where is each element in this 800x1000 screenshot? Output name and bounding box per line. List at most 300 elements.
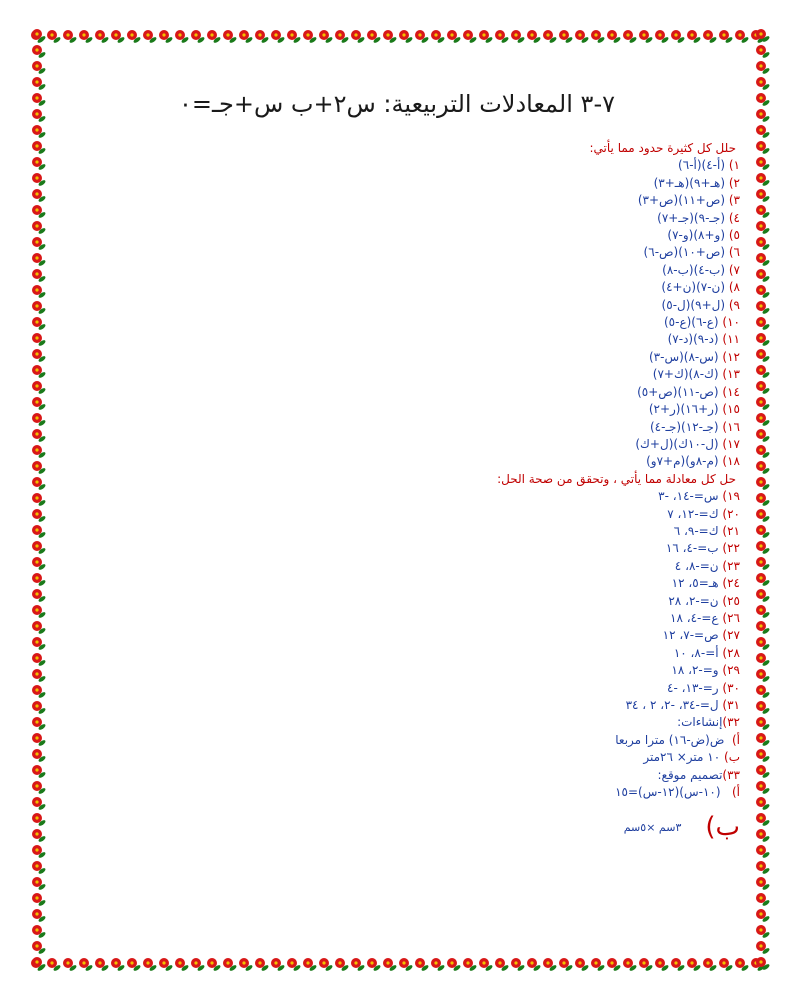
flower-icon [32, 845, 46, 859]
flower-icon [32, 637, 46, 651]
flower-icon [756, 77, 770, 91]
flower-icon [431, 30, 445, 44]
flower-icon [191, 30, 205, 44]
item-text: (ص+١٠)(ص-٦) [643, 245, 726, 260]
flower-icon [655, 958, 669, 972]
item-number: ٣) [728, 193, 740, 208]
flower-icon [32, 541, 46, 555]
item-text: (جـ-١٢)(جـ-٤) [649, 419, 719, 434]
flower-icon [756, 781, 770, 795]
flower-icon [756, 397, 770, 411]
flower-icon [756, 573, 770, 587]
flower-icon [756, 253, 770, 267]
list-item [180, 453, 740, 470]
item-text: ك=-١٢، ٧ [667, 506, 719, 521]
flower-icon [143, 30, 157, 44]
item-text: ل=-٣٤، -٢، ٢ ، ٣٤ [625, 698, 719, 712]
flower-icon [32, 909, 46, 923]
item-text: ر=-١٣، -٤ [667, 680, 719, 695]
flower-icon [463, 958, 477, 972]
flower-icon [351, 958, 365, 972]
item-number: ب) [724, 750, 740, 765]
section1-header: حلل كل كثيرة حدود مما يأتي: [589, 141, 736, 155]
item-number: ١) [728, 158, 740, 173]
flower-icon [756, 237, 770, 251]
flower-icon [32, 333, 46, 347]
item-number: ٥) [728, 228, 740, 243]
flower-icon [271, 30, 285, 44]
flower-icon [559, 958, 573, 972]
item-text: ١٠ متر× ٢٦متر [643, 750, 721, 765]
flower-icon [399, 30, 413, 44]
item-text: (ل+٩)(ل-٥) [661, 297, 726, 312]
list-item [180, 227, 740, 244]
list-item [180, 784, 740, 801]
flower-icon [756, 45, 770, 59]
flower-icon [32, 493, 46, 507]
flower-icon [756, 349, 770, 363]
item-number: ٧) [728, 262, 740, 277]
flower-icon [756, 909, 770, 923]
flower-icon [756, 381, 770, 395]
item-number: ١٨) [722, 454, 740, 469]
flower-icon [559, 30, 573, 44]
flower-icon [32, 669, 46, 683]
flower-icon [255, 30, 269, 44]
flower-icon [756, 557, 770, 571]
flower-icon [756, 205, 770, 219]
flower-icon [32, 653, 46, 667]
flower-icon [32, 77, 46, 91]
flower-icon [703, 30, 717, 44]
flower-icon [32, 29, 46, 43]
flower-icon [756, 813, 770, 827]
flower-icon [47, 30, 61, 44]
list-item [180, 192, 740, 209]
flower-icon [32, 893, 46, 907]
flower-icon [756, 285, 770, 299]
flower-icon [543, 30, 557, 44]
flower-icon [32, 861, 46, 875]
flower-icon [367, 958, 381, 972]
flower-icon [319, 30, 333, 44]
flower-icon [527, 30, 541, 44]
flower-icon [591, 30, 605, 44]
flower-icon [32, 141, 46, 155]
flower-icon [32, 781, 46, 795]
flower-icon [756, 445, 770, 459]
flower-icon [32, 685, 46, 699]
list-item [180, 506, 740, 523]
flower-icon [32, 621, 46, 635]
item-text: و=-٢، ١٨ [671, 663, 719, 678]
item-text: (م-٨و)(م+٧و) [646, 454, 719, 469]
item-text: (و+٨)(و-٧) [667, 228, 726, 243]
list-item [180, 366, 740, 383]
item-text: ص=-٧، ١٢ [662, 628, 719, 643]
flower-icon [32, 237, 46, 251]
flower-icon [32, 413, 46, 427]
list-item [180, 767, 740, 784]
list-item [180, 714, 740, 731]
flower-icon [756, 173, 770, 187]
flower-icon [32, 509, 46, 523]
item-text: إنشاءات: [677, 715, 723, 730]
list-item [180, 645, 740, 662]
flower-icon [32, 765, 46, 779]
flower-icon [32, 941, 46, 955]
list-item [180, 297, 740, 314]
flower-icon [239, 958, 253, 972]
flower-icon [32, 253, 46, 267]
flower-icon [32, 317, 46, 331]
flower-icon [447, 958, 461, 972]
flower-icon [111, 958, 125, 972]
flower-icon [271, 958, 285, 972]
item-number: ٢١) [722, 523, 740, 538]
item-number: ٣٣) [722, 767, 740, 782]
flower-icon [399, 958, 413, 972]
flower-icon [756, 189, 770, 203]
flower-icon [719, 958, 733, 972]
flower-icon [756, 717, 770, 731]
list-item-b [624, 812, 740, 840]
flower-icon [671, 30, 685, 44]
item-number: ٢٣) [722, 558, 740, 573]
flower-icon [32, 461, 46, 475]
item-number: ٣٠) [722, 680, 740, 695]
flower-icon [431, 958, 445, 972]
flower-icon [111, 30, 125, 44]
list-item [180, 575, 740, 592]
item-number: ١٣) [722, 367, 740, 382]
item-number: ٢٨) [722, 645, 740, 660]
item-number: ١٧) [722, 436, 740, 451]
item-text: (١٠-س)(١٢-س)=١٥ [615, 785, 721, 800]
list-item [180, 610, 740, 627]
flower-icon [63, 958, 77, 972]
item-text: ك=-٩، ٦ [673, 523, 719, 538]
item-number: ٢٤) [722, 576, 740, 591]
item-text: (ل-١٠ك)(ل+ك) [635, 436, 719, 451]
flower-icon [303, 958, 317, 972]
flower-icon [756, 429, 770, 443]
list-item [180, 331, 740, 348]
flower-icon [303, 30, 317, 44]
item-number: ٣٢) [722, 715, 740, 730]
flower-icon [687, 958, 701, 972]
flower-icon [756, 685, 770, 699]
item-number: ١٢) [722, 349, 740, 364]
flower-icon [207, 958, 221, 972]
item-number: ٣١) [722, 698, 740, 712]
flower-icon [32, 189, 46, 203]
flower-icon [495, 958, 509, 972]
item-text: ٣سم ×٥سم [623, 820, 682, 834]
list-item [180, 384, 740, 401]
flower-border-top [28, 26, 772, 46]
list-item [180, 262, 740, 279]
flower-icon [191, 958, 205, 972]
flower-icon [32, 829, 46, 843]
section1-items [180, 157, 740, 470]
flower-icon [79, 30, 93, 44]
page-title: ٧-٣ المعادلات التربيعية: س٢+ب س+جـ=٠ [178, 90, 615, 118]
flower-icon [756, 29, 770, 43]
item-number: ٩) [728, 297, 740, 312]
list-item [180, 558, 740, 575]
flower-icon [32, 749, 46, 763]
list-item [180, 697, 740, 714]
flower-icon [543, 958, 557, 972]
flower-icon [32, 397, 46, 411]
flower-icon [159, 30, 173, 44]
flower-icon [351, 30, 365, 44]
flower-icon [623, 958, 637, 972]
flower-icon [32, 525, 46, 539]
item-number: ٦) [728, 245, 740, 260]
list-item [180, 749, 740, 766]
item-number: أ) [731, 732, 740, 747]
flower-icon [319, 958, 333, 972]
item-number: ١٤) [722, 384, 740, 399]
item-text: (ص-١١)(ص+٥) [637, 384, 719, 399]
flower-icon [756, 941, 770, 955]
flower-border-right [752, 26, 772, 974]
flower-icon [756, 413, 770, 427]
flower-icon [756, 797, 770, 811]
flower-icon [367, 30, 381, 44]
flower-icon [32, 925, 46, 939]
flower-icon [223, 958, 237, 972]
worksheet [60, 60, 740, 940]
flower-icon [32, 205, 46, 219]
item-number: ٢٠) [722, 506, 740, 521]
section2-header: حل كل معادلة مما يأتي ، وتحقق من صحة الحل: [497, 471, 736, 486]
list-item [180, 523, 740, 540]
flower-icon [756, 605, 770, 619]
flower-icon [32, 221, 46, 235]
flower-icon [756, 157, 770, 171]
list-item [180, 314, 740, 331]
flower-icon [756, 461, 770, 475]
flower-icon [32, 877, 46, 891]
flower-icon [735, 958, 749, 972]
item-number: ٢٢) [722, 541, 740, 556]
flower-icon [32, 61, 46, 75]
flower-icon [756, 925, 770, 939]
flower-icon [143, 958, 157, 972]
flower-icon [756, 541, 770, 555]
flower-icon [287, 958, 301, 972]
list-item [180, 732, 740, 749]
flower-icon [335, 958, 349, 972]
flower-icon [511, 958, 525, 972]
flower-icon [287, 30, 301, 44]
flower-icon [607, 958, 621, 972]
flower-icon [223, 30, 237, 44]
item-number: ٢٦) [722, 610, 740, 625]
flower-icon [756, 701, 770, 715]
item-text: (د-٩)(د-٧) [667, 332, 719, 347]
item-number: أ) [731, 785, 740, 800]
flower-icon [32, 797, 46, 811]
flower-icon [607, 30, 621, 44]
exercise-list [180, 140, 740, 801]
flower-icon [255, 958, 269, 972]
flower-icon [756, 221, 770, 235]
flower-icon [335, 30, 349, 44]
item-number: ٤) [728, 210, 740, 225]
flower-icon [159, 958, 173, 972]
flower-icon [32, 45, 46, 59]
item-text: ب=-٤، ١٦ [665, 541, 719, 556]
flower-icon [95, 30, 109, 44]
flower-icon [32, 589, 46, 603]
flower-icon [756, 109, 770, 123]
item-number: ب) [705, 812, 740, 842]
flower-icon [756, 877, 770, 891]
flower-icon [756, 653, 770, 667]
item-number: ١٠) [722, 315, 740, 330]
flower-icon [756, 749, 770, 763]
flower-icon [32, 557, 46, 571]
flower-icon [756, 125, 770, 139]
flower-icon [756, 333, 770, 347]
item-text: (ن-٧)(ن+٤) [661, 280, 726, 295]
flower-icon [32, 717, 46, 731]
flower-icon [756, 61, 770, 75]
item-text: (ع-٦)(ع-٥) [663, 315, 719, 330]
flower-icon [32, 605, 46, 619]
flower-icon [32, 365, 46, 379]
flower-icon [756, 733, 770, 747]
flower-icon [756, 957, 770, 971]
flower-icon [207, 30, 221, 44]
flower-icon [32, 733, 46, 747]
flower-icon [687, 30, 701, 44]
item-text: (ك-٨)(ك+٧) [652, 367, 719, 382]
flower-icon [575, 30, 589, 44]
flower-icon [756, 141, 770, 155]
flower-icon [239, 30, 253, 44]
flower-icon [655, 30, 669, 44]
flower-icon [479, 30, 493, 44]
item-text: ن=-٢، ٢٨ [668, 593, 719, 608]
flower-icon [175, 30, 189, 44]
flower-icon [756, 669, 770, 683]
list-item [180, 210, 740, 227]
flower-icon [623, 30, 637, 44]
list-item [180, 627, 740, 644]
item-number: ٢٥) [722, 593, 740, 608]
flower-icon [756, 829, 770, 843]
flower-icon [32, 285, 46, 299]
item-text: (جـ-٩)(جـ+٧) [657, 210, 726, 225]
flower-icon [63, 30, 77, 44]
flower-icon [32, 349, 46, 363]
list-item [180, 540, 740, 557]
flower-icon [32, 381, 46, 395]
flower-icon [575, 958, 589, 972]
flower-icon [32, 157, 46, 171]
item-number: ٢٧) [722, 628, 740, 643]
flower-icon [756, 637, 770, 651]
list-item [180, 488, 740, 505]
item-text: (س-٨)(س-٣) [648, 349, 719, 364]
section2-items [180, 488, 740, 714]
flower-icon [32, 125, 46, 139]
flower-icon [756, 621, 770, 635]
flower-icon [32, 813, 46, 827]
flower-icon [95, 958, 109, 972]
item-text: س=-١٤، -٣ [658, 489, 719, 504]
item-number: ١٥) [722, 402, 740, 417]
item-text: ع=-٤، ١٨ [670, 610, 719, 625]
flower-icon [639, 30, 653, 44]
flower-icon [495, 30, 509, 44]
flower-icon [756, 525, 770, 539]
flower-icon [479, 958, 493, 972]
flower-icon [756, 301, 770, 315]
item-text: (أ-٤)(أ-٦) [678, 158, 726, 173]
flower-icon [415, 958, 429, 972]
list-item [180, 419, 740, 436]
flower-icon [32, 93, 46, 107]
list-item [180, 349, 740, 366]
list-item [180, 279, 740, 296]
flower-icon [527, 958, 541, 972]
flower-icon [32, 957, 46, 971]
flower-icon [32, 701, 46, 715]
flower-icon [756, 93, 770, 107]
item-number: ١٩) [722, 489, 740, 504]
list-item [180, 157, 740, 174]
flower-icon [415, 30, 429, 44]
flower-icon [756, 589, 770, 603]
item-number: ٨) [728, 280, 740, 295]
flower-icon [671, 958, 685, 972]
flower-icon [32, 269, 46, 283]
flower-icon [383, 958, 397, 972]
flower-icon [756, 317, 770, 331]
item-number: ١٦) [722, 419, 740, 434]
flower-icon [32, 109, 46, 123]
flower-icon [703, 958, 717, 972]
flower-icon [756, 365, 770, 379]
flower-icon [756, 861, 770, 875]
item-text: (هـ+٩)(هـ+٣) [653, 175, 726, 190]
item-number: ٢٩) [722, 663, 740, 678]
flower-icon [756, 845, 770, 859]
item-text: (ب-٤)(ب-٨) [662, 262, 726, 277]
flower-icon [32, 477, 46, 491]
item-number: ٢) [728, 175, 740, 190]
flower-icon [32, 429, 46, 443]
flower-icon [463, 30, 477, 44]
item-text: (ر+١٦)(ر+٢) [648, 402, 719, 417]
flower-icon [79, 958, 93, 972]
item-text: (ص+١١)(ص+٣) [637, 193, 726, 208]
flower-icon [127, 958, 141, 972]
list-item [180, 244, 740, 261]
flower-icon [447, 30, 461, 44]
list-item [180, 401, 740, 418]
flower-border-bottom [28, 954, 772, 974]
flower-icon [32, 173, 46, 187]
flower-icon [756, 269, 770, 283]
list-item [180, 175, 740, 192]
